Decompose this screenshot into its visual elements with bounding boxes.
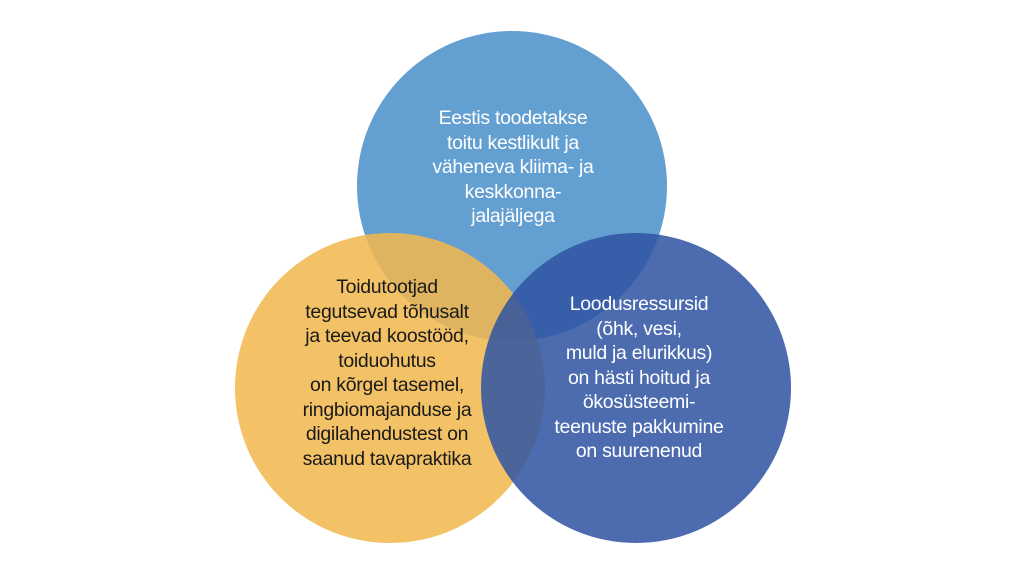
left-circle-line: on kõrgel tasemel, <box>310 374 464 396</box>
right-circle-line: teenuste pakkumine <box>554 415 724 438</box>
top-circle-line: toitu kestlikult ja <box>447 131 579 154</box>
top-circle-text <box>388 106 638 229</box>
right-circle-line: muld ja elurikkus) <box>565 342 713 364</box>
right-circle-line: ökosüsteemi- <box>582 391 696 413</box>
left-circle-line: Toidutootjad <box>336 276 438 298</box>
left-circle-line: ja teevad koostööd, <box>305 325 469 347</box>
right-circle-text <box>514 292 764 464</box>
left-circle-line: digilahendustest on <box>305 423 469 445</box>
left-circle-line: ringbiomajanduse ja <box>302 398 472 421</box>
left-circle-line: tegutsevad tõhusalt <box>305 300 469 323</box>
left-circle-line: saanud tavapraktika <box>302 447 472 470</box>
top-circle-line: keskkonna- <box>464 180 562 203</box>
right-circle-line: (õhk, vesi, <box>596 317 682 340</box>
left-circle-line: toiduohutus <box>338 349 436 372</box>
right-circle-line: on suurenenud <box>575 440 703 462</box>
right-circle-line: on hästi hoitud ja <box>567 366 711 389</box>
top-circle-line: väheneva kliima- ja <box>432 156 594 178</box>
top-circle-line: Eestis toodetakse <box>438 107 588 129</box>
left-circle-text <box>262 275 512 471</box>
top-circle-line: jalajäljega <box>471 205 555 227</box>
right-circle-line: Loodusressursid <box>569 293 709 315</box>
